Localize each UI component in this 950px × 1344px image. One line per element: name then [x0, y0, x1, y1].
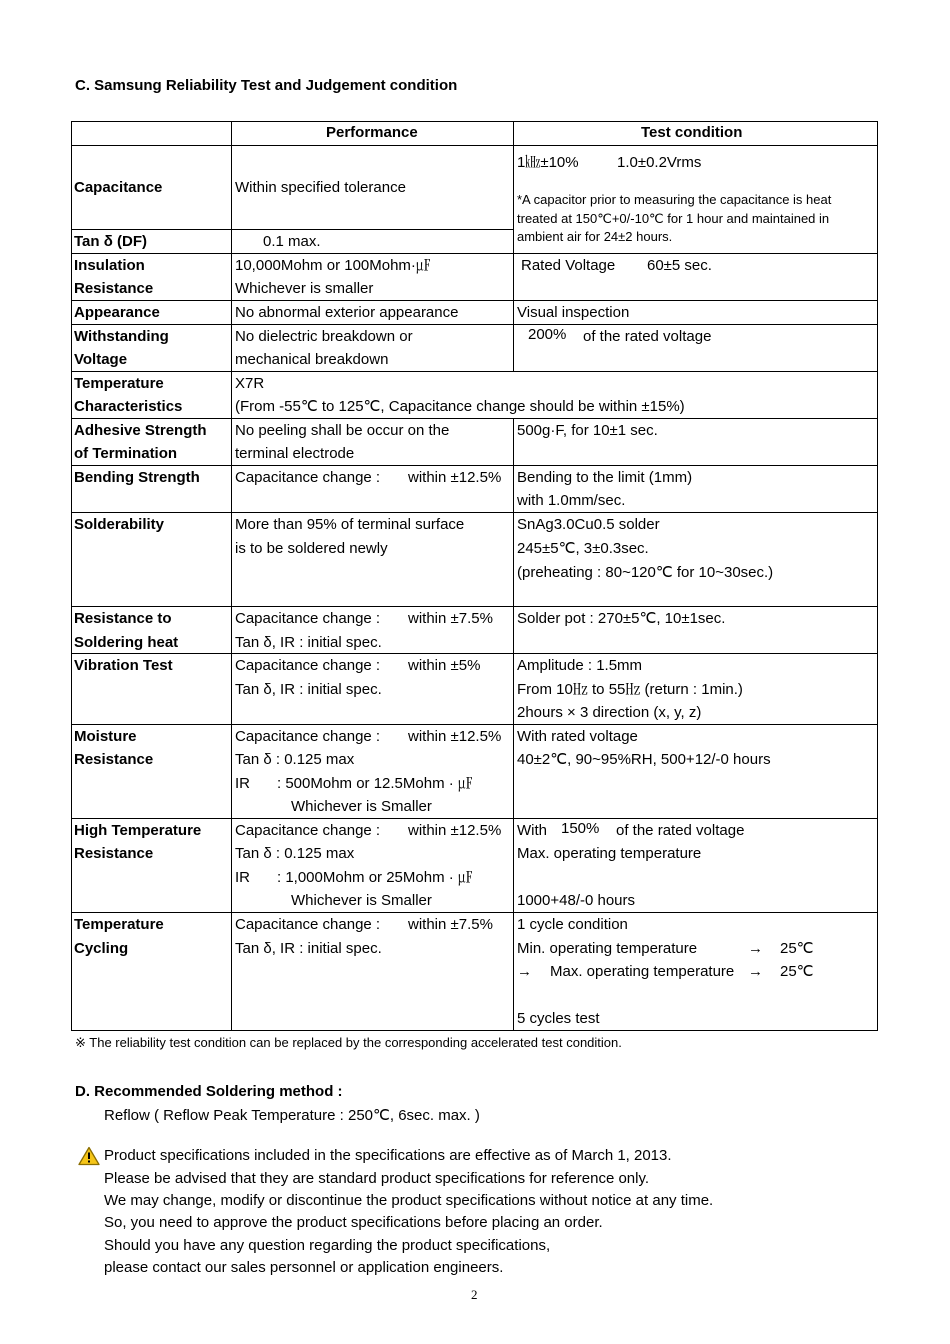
- row-hightemp-perf-value: within ±12.5%: [408, 822, 502, 839]
- row-solderability-perf-1: More than 95% of terminal surface: [235, 516, 465, 533]
- row-hightemp-cond-3: 1000+48/-0 hours: [517, 892, 636, 909]
- row-hightemp-cond-with: With: [517, 822, 547, 839]
- row-bending-cond-1: Bending to the limit (1mm): [517, 469, 693, 486]
- row-moisture-item-1: Moisture: [74, 728, 137, 745]
- row-solderability-cond-2: 245±5℃, 3±0.3sec.: [517, 540, 649, 557]
- row-ressolder-condition: Solder pot : 270±5℃, 10±1sec.: [517, 610, 726, 627]
- row-ressolder-perf-2: Tan δ, IR : initial spec.: [235, 634, 382, 651]
- row-bending-perf-label: Capacitance change :: [235, 469, 381, 486]
- row-vibration-perf-2: Tan δ, IR : initial spec.: [235, 681, 382, 698]
- row-adhesive-item-2: of Termination: [74, 445, 178, 462]
- row-vibration-perf-value: within ±5%: [408, 657, 481, 674]
- row-tempcycle-temp-1: 25℃: [780, 940, 814, 957]
- row-withstanding-item-1: Withstanding: [74, 328, 169, 345]
- row-adhesive-item-1: Adhesive Strength: [74, 422, 207, 439]
- row-ressolder-perf-label: Capacitance change :: [235, 610, 381, 627]
- row-hightemp-cond-2: Max. operating temperature: [517, 845, 702, 862]
- header-test-condition: Test condition: [641, 124, 743, 141]
- notice-line-4: So, you need to approve the product specifications before placing an order.: [104, 1214, 603, 1231]
- row-tempcycle-arrow-3: →: [748, 963, 763, 980]
- row-insulation-cond-2: 60±5 sec.: [647, 257, 712, 274]
- row-bending-item: Bending Strength: [74, 469, 200, 486]
- notice-line-1: Product specifications included in the specifications are effective as of March 1, 2013.: [104, 1147, 672, 1164]
- row-tempcycle-cond-1: 1 cycle condition: [517, 916, 628, 933]
- row-capacitance-note-1: *A capacitor prior to measuring the capacitance is heat: [517, 192, 832, 207]
- row-withstanding-cond-text: of the rated voltage: [583, 328, 712, 345]
- row-adhesive-perf-2: terminal electrode: [235, 445, 355, 462]
- row-moisture-cond-1: With rated voltage: [517, 728, 638, 745]
- row-moisture-perf-2: Tan δ : 0.125 max: [235, 751, 355, 768]
- row-bending-cond-2: with 1.0mm/sec.: [517, 492, 626, 509]
- table-footnote: ※ The reliability test condition can be replaced by the corresponding accelerated test condition.: [75, 1035, 622, 1050]
- row-hightemp-perf-3-label: IR: [235, 869, 250, 886]
- row-vibration-item: Vibration Test: [74, 657, 173, 674]
- row-vibration-cond-2: From 10㎐ to 55㎐ (return : 1min.): [517, 681, 743, 698]
- row-solderability-cond-3: (preheating : 80~120℃ for 10~30sec.): [517, 564, 774, 581]
- notice-line-5: Should you have any question regarding the product specifications,: [104, 1237, 551, 1254]
- row-moisture-perf-value: within ±12.5%: [408, 728, 502, 745]
- row-insulation-perf-1: 10,000Mohm or 100Mohm·㎌: [235, 257, 431, 274]
- row-vibration-perf-label: Capacitance change :: [235, 657, 381, 674]
- row-bending-perf-value: within ±12.5%: [408, 469, 502, 486]
- row-ressolder-perf-value: within ±7.5%: [408, 610, 493, 627]
- row-tempcycle-item-1: Temperature: [74, 916, 164, 933]
- row-capacitance-note-2: treated at 150℃+0/-10℃ for 1 hour and maintained in: [517, 211, 830, 226]
- row-hightemp-cond-text: of the rated voltage: [616, 822, 745, 839]
- row-tempcycle-cond-3: Max. operating temperature: [550, 963, 735, 980]
- row-appearance-condition: Visual inspection: [517, 304, 630, 321]
- row-appearance-performance: No abnormal exterior appearance: [235, 304, 459, 321]
- row-moisture-perf-3-label: IR: [235, 775, 250, 792]
- row-tempchar-item-2: Characteristics: [74, 398, 183, 415]
- notice-line-2: Please be advised that they are standard product specifications for reference only.: [104, 1170, 650, 1187]
- warning-icon: [78, 1146, 100, 1166]
- section-d-title: D. Recommended Soldering method :: [75, 1083, 343, 1100]
- row-vibration-cond-1: Amplitude : 1.5mm: [517, 657, 643, 674]
- row-capacitance-item: Capacitance: [74, 179, 163, 196]
- row-tempchar-item-1: Temperature: [74, 375, 164, 392]
- row-withstanding-perf-2: mechanical breakdown: [235, 351, 389, 368]
- row-capacitance-cond-volt: 1.0±0.2Vrms: [617, 154, 702, 171]
- row-adhesive-condition: 500g·F, for 10±1 sec.: [517, 422, 658, 439]
- row-solderability-cond-1: SnAg3.0Cu0.5 solder: [517, 516, 660, 533]
- row-tempcycle-perf-label: Capacitance change :: [235, 916, 381, 933]
- row-hightemp-perf-4: Whichever is Smaller: [291, 892, 432, 909]
- row-tempcycle-perf-2: Tan δ, IR : initial spec.: [235, 940, 382, 957]
- notice-line-6: please contact our sales personnel or application engineers.: [104, 1259, 504, 1276]
- row-tempcycle-arrow-1: →: [748, 940, 763, 957]
- row-tempcycle-cond-2: Min. operating temperature: [517, 940, 698, 957]
- row-insulation-item-2: Resistance: [74, 280, 154, 297]
- row-hightemp-item-1: High Temperature: [74, 822, 202, 839]
- row-tan-performance: 0.1 max.: [263, 233, 321, 250]
- row-ressolder-item-1: Resistance to: [74, 610, 172, 627]
- section-c-title: C. Samsung Reliability Test and Judgement condition: [75, 77, 458, 94]
- page-number: 2: [471, 1287, 478, 1302]
- row-hightemp-perf-3-value: : 1,000Mohm or 25Mohm · ㎌: [277, 869, 473, 886]
- row-insulation-cond-1: Rated Voltage: [521, 257, 616, 274]
- row-tempcycle-arrow-2: →: [517, 963, 532, 980]
- row-capacitance-note-3: ambient air for 24±2 hours.: [517, 229, 673, 244]
- row-hightemp-cond-pct: 150%: [561, 820, 600, 837]
- row-moisture-perf-label: Capacitance change :: [235, 728, 381, 745]
- row-solderability-perf-2: is to be soldered newly: [235, 540, 388, 557]
- section-d-text: Reflow ( Reflow Peak Temperature : 250℃, 6sec. max. ): [104, 1107, 480, 1124]
- row-tempcycle-cond-4: 5 cycles test: [517, 1010, 600, 1027]
- row-hightemp-item-2: Resistance: [74, 845, 154, 862]
- row-adhesive-perf-1: No peeling shall be occur on the: [235, 422, 450, 439]
- row-capacitance-cond-freq: 1㎑±10%: [517, 154, 579, 171]
- row-vibration-cond-3: 2hours × 3 direction (x, y, z): [517, 704, 702, 721]
- row-solderability-item: Solderability: [74, 516, 165, 533]
- row-moisture-cond-2: 40±2℃, 90~95%RH, 500+12/-0 hours: [517, 751, 771, 768]
- row-tempcycle-temp-2: 25℃: [780, 963, 814, 980]
- row-hightemp-perf-label: Capacitance change :: [235, 822, 381, 839]
- row-moisture-perf-4: Whichever is Smaller: [291, 798, 432, 815]
- notice-line-3: We may change, modify or discontinue the product specifications without notice at any time.: [104, 1192, 714, 1209]
- row-insulation-perf-2: Whichever is smaller: [235, 280, 374, 297]
- row-withstanding-cond-pct: 200%: [528, 326, 567, 343]
- row-withstanding-item-2: Voltage: [74, 351, 128, 368]
- row-hightemp-perf-2: Tan δ : 0.125 max: [235, 845, 355, 862]
- row-appearance-item: Appearance: [74, 304, 160, 321]
- row-tan-item: Tan δ (DF): [74, 233, 147, 250]
- row-tempcycle-item-2: Cycling: [74, 940, 129, 957]
- row-moisture-item-2: Resistance: [74, 751, 154, 768]
- row-insulation-item-1: Insulation: [74, 257, 145, 274]
- row-moisture-perf-3-value: : 500Mohm or 12.5Mohm · ㎌: [277, 775, 473, 792]
- row-capacitance-performance: Within specified tolerance: [235, 179, 406, 196]
- row-tempchar-text-1: X7R: [235, 375, 265, 392]
- row-withstanding-perf-1: No dielectric breakdown or: [235, 328, 413, 345]
- row-tempcycle-perf-value: within ±7.5%: [408, 916, 493, 933]
- row-tempchar-text-2: (From -55℃ to 125℃, Capacitance change should be within ±15%): [235, 398, 685, 415]
- row-ressolder-item-2: Soldering heat: [74, 634, 179, 651]
- header-performance: Performance: [326, 124, 418, 141]
